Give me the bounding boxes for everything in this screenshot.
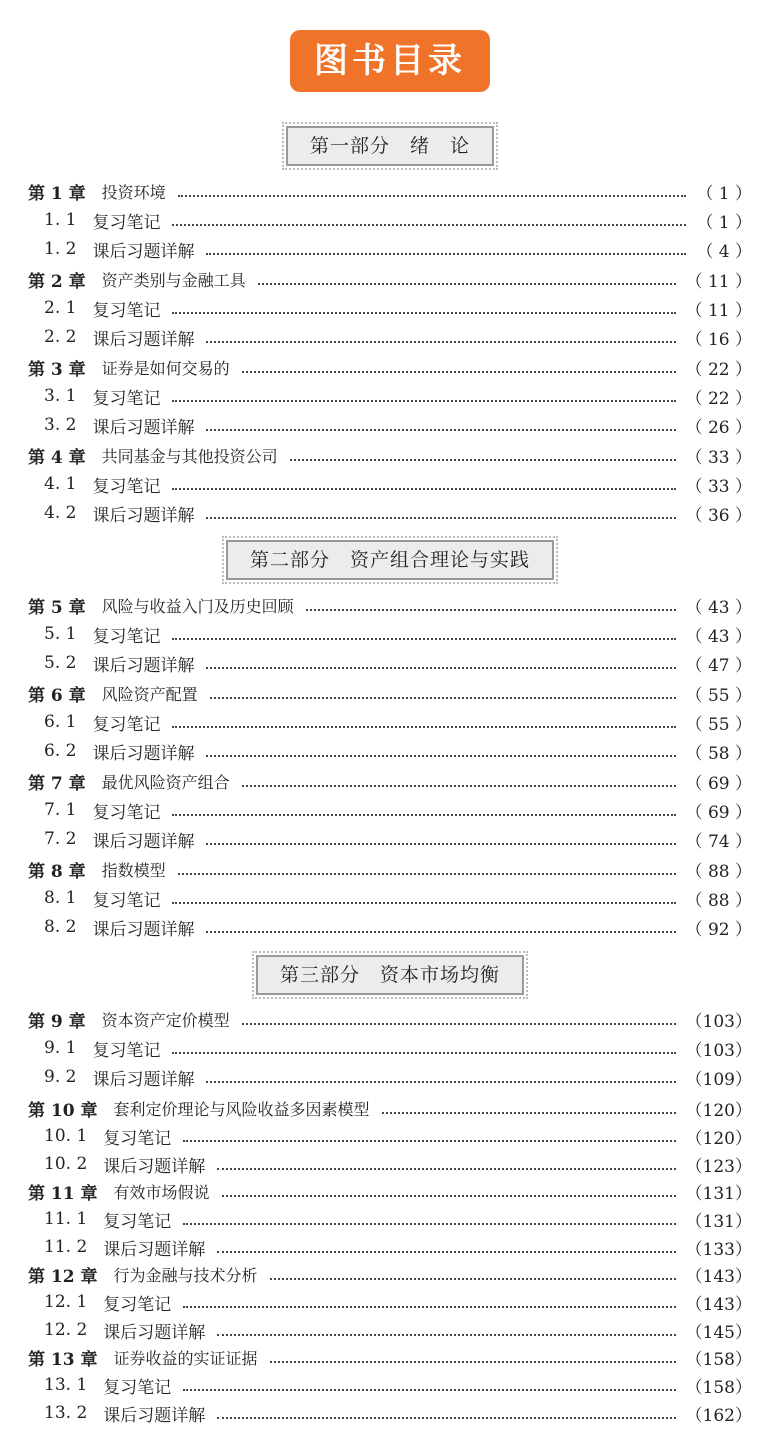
toc-chapter-row[interactable] xyxy=(28,1261,752,1287)
dot-leader xyxy=(206,754,675,757)
toc-section-row[interactable] xyxy=(44,1372,752,1398)
toc-section-row[interactable] xyxy=(44,324,752,350)
dot-leader xyxy=(217,1333,675,1336)
toc-entry-title: 课后习题详解 xyxy=(92,329,195,350)
part-label: 第三部分 资本市场均衡 xyxy=(256,955,524,995)
toc-entry-number: 第 11 章 xyxy=(28,1183,98,1204)
toc-section-row[interactable] xyxy=(44,826,752,852)
toc-entry-title: 有效市场假说 xyxy=(113,1182,210,1202)
toc-page-number: （103） xyxy=(685,1011,752,1032)
toc-section-row[interactable] xyxy=(44,914,752,940)
toc-entry-title: 课后习题详解 xyxy=(92,743,195,764)
toc-entry-title: 复习笔记 xyxy=(92,714,161,735)
toc-section-row[interactable] xyxy=(44,709,752,735)
dot-leader xyxy=(178,194,687,197)
toc-entry-number: 8. 2 xyxy=(44,917,77,937)
toc-section-row[interactable] xyxy=(44,236,752,262)
toc-entry-title: 复习笔记 xyxy=(92,212,161,233)
dot-leader xyxy=(178,872,676,875)
toc-chapter-row[interactable] xyxy=(28,354,752,380)
dot-leader xyxy=(206,1080,675,1083)
toc-section-row[interactable] xyxy=(44,1064,752,1090)
toc-entry-number: 4. 1 xyxy=(44,474,77,494)
toc-page-number: （131） xyxy=(685,1211,752,1232)
toc-chapter-row[interactable] xyxy=(28,266,752,292)
toc-entry-title: 复习笔记 xyxy=(92,802,161,823)
toc-chapter-row[interactable] xyxy=(28,592,752,618)
toc-entry-title: 风险与收益入门及历史回顾 xyxy=(101,596,294,616)
toc-section-row[interactable] xyxy=(44,412,752,438)
toc-page-number: （ 43 ） xyxy=(685,597,752,618)
dot-leader xyxy=(206,252,686,255)
toc-entry-number: 13. 2 xyxy=(44,1403,88,1423)
dot-leader xyxy=(206,516,675,519)
dot-leader xyxy=(206,666,675,669)
toc-page-number: （ 47 ） xyxy=(685,655,752,676)
dot-leader xyxy=(206,340,675,343)
toc-entry-title: 课后习题详解 xyxy=(92,1069,195,1090)
toc-entry-number: 2. 1 xyxy=(44,298,77,318)
dot-leader xyxy=(242,370,676,373)
toc-entry-number: 4. 2 xyxy=(44,503,77,523)
toc-entry-title: 复习笔记 xyxy=(92,300,161,321)
toc-entry-number: 第 3 章 xyxy=(28,359,86,380)
toc-entry-number: 2. 2 xyxy=(44,327,77,347)
toc-entry-title: 共同基金与其他投资公司 xyxy=(101,446,278,466)
toc-page-number: （123） xyxy=(685,1156,752,1177)
toc-entry-title: 最优风险资产组合 xyxy=(101,772,230,792)
toc-entry-number: 第 6 章 xyxy=(28,685,86,706)
toc-entry-title: 复习笔记 xyxy=(92,388,161,409)
dot-leader xyxy=(172,1051,675,1054)
toc-entry-title: 复习笔记 xyxy=(103,1294,172,1315)
toc-entry-title: 指数模型 xyxy=(101,860,166,880)
toc-entry-number: 11. 2 xyxy=(44,1237,88,1257)
dot-leader xyxy=(222,1194,676,1197)
toc-section-row[interactable] xyxy=(44,1206,752,1232)
toc-entry-title: 复习笔记 xyxy=(103,1377,172,1398)
toc-page-number: （ 1 ） xyxy=(696,183,752,204)
toc-page-number: （ 16 ） xyxy=(685,329,752,350)
toc-entry-number: 第 8 章 xyxy=(28,861,86,882)
toc-page-number: （ 22 ） xyxy=(685,388,752,409)
toc-page-number: （ 58 ） xyxy=(685,743,752,764)
toc-page-number: （ 88 ） xyxy=(685,890,752,911)
toc-section-row[interactable] xyxy=(44,1317,752,1343)
toc-page-number: （ 92 ） xyxy=(685,919,752,940)
toc-section-row[interactable] xyxy=(44,1289,752,1315)
toc-page-number: （ 43 ） xyxy=(685,626,752,647)
dot-leader xyxy=(217,1250,675,1253)
toc-page-number: （143） xyxy=(685,1266,752,1287)
toc-entry-title: 课后习题详解 xyxy=(103,1405,206,1426)
toc-section-row[interactable] xyxy=(44,1234,752,1260)
toc-entry-number: 5. 2 xyxy=(44,653,77,673)
dot-leader xyxy=(172,311,675,314)
toc-chapter-row[interactable] xyxy=(28,856,752,882)
toc-entry-title: 复习笔记 xyxy=(92,476,161,497)
toc-page-number: （109） xyxy=(685,1069,752,1090)
toc-page-number: （ 11 ） xyxy=(685,300,752,321)
toc-entry-number: 第 2 章 xyxy=(28,271,86,292)
toc-page-number: （ 36 ） xyxy=(685,505,752,526)
dot-leader xyxy=(172,487,675,490)
dot-leader xyxy=(217,1167,675,1170)
toc-entry-number: 第 13 章 xyxy=(28,1349,98,1370)
dot-leader xyxy=(206,842,675,845)
toc-section-row[interactable] xyxy=(44,471,752,497)
toc-entry-title: 课后习题详解 xyxy=(92,831,195,852)
toc-entry-title: 课后习题详解 xyxy=(103,1322,206,1343)
toc-chapter-row[interactable] xyxy=(28,1095,752,1121)
toc-page-number: （ 69 ） xyxy=(685,802,752,823)
toc-entry-number: 6. 2 xyxy=(44,741,77,761)
part-label: 第二部分 资产组合理论与实践 xyxy=(226,540,554,580)
toc-entry-title: 套利定价理论与风险收益多因素模型 xyxy=(113,1099,370,1119)
dot-leader xyxy=(172,637,675,640)
toc-entry-number: 3. 1 xyxy=(44,386,77,406)
part-label: 第一部分 绪 论 xyxy=(286,126,494,166)
toc-entry-title: 行为金融与技术分析 xyxy=(113,1265,258,1285)
toc-entry-title: 课后习题详解 xyxy=(92,417,195,438)
dot-leader xyxy=(210,696,676,699)
toc-page-number: （ 55 ） xyxy=(685,714,752,735)
toc-page-number: （ 11 ） xyxy=(685,271,752,292)
toc-entry-number: 12. 1 xyxy=(44,1292,88,1312)
toc-entry-title: 复习笔记 xyxy=(92,1040,161,1061)
toc-section-row[interactable] xyxy=(44,738,752,764)
toc-page-number: （ 4 ） xyxy=(696,241,752,262)
toc-page-number: （ 88 ） xyxy=(685,861,752,882)
toc-page-number: （ 26 ） xyxy=(685,417,752,438)
toc-section-row[interactable] xyxy=(44,1123,752,1149)
toc-section-row[interactable] xyxy=(44,500,752,526)
dot-leader xyxy=(270,1277,676,1280)
toc-entry-number: 第 1 章 xyxy=(28,183,86,204)
toc-page-number: （162） xyxy=(685,1405,752,1426)
toc-entry-number: 13. 1 xyxy=(44,1375,88,1395)
toc-entry-title: 课后习题详解 xyxy=(92,919,195,940)
toc-entry-number: 12. 2 xyxy=(44,1320,88,1340)
toc-entry-number: 9. 2 xyxy=(44,1067,77,1087)
toc-entry-number: 1. 1 xyxy=(44,210,77,230)
dot-leader xyxy=(172,725,675,728)
toc-page-number: （ 22 ） xyxy=(685,359,752,380)
toc-section-row[interactable] xyxy=(44,885,752,911)
dot-leader xyxy=(172,223,686,226)
toc-entry-title: 风险资产配置 xyxy=(101,684,198,704)
toc-page-number: （120） xyxy=(685,1128,752,1149)
toc-chapter-row[interactable] xyxy=(28,1178,752,1204)
dot-leader xyxy=(306,608,676,611)
toc-section-row[interactable] xyxy=(44,1151,752,1177)
toc-entry-number: 9. 1 xyxy=(44,1038,77,1058)
toc-page-number: （ 55 ） xyxy=(685,685,752,706)
toc-entry-title: 资本资产定价模型 xyxy=(101,1010,230,1030)
dot-leader xyxy=(242,1022,676,1025)
dot-leader xyxy=(206,428,675,431)
toc-entry-title: 复习笔记 xyxy=(92,890,161,911)
toc-section-row[interactable] xyxy=(44,1035,752,1061)
toc-entry-title: 复习笔记 xyxy=(103,1128,172,1149)
dot-leader xyxy=(183,1139,675,1142)
toc-entry-number: 1. 2 xyxy=(44,239,77,259)
toc-entry-number: 第 7 章 xyxy=(28,773,86,794)
dot-leader xyxy=(382,1111,676,1114)
toc-entry-title: 课后习题详解 xyxy=(103,1239,206,1260)
page-title: 图书目录 xyxy=(290,30,490,92)
toc-chapter-row[interactable] xyxy=(28,680,752,706)
toc-section-row[interactable] xyxy=(44,207,752,233)
toc-entry-title: 投资环境 xyxy=(101,182,166,202)
dot-leader xyxy=(270,1360,676,1363)
toc-entry-title: 复习笔记 xyxy=(92,626,161,647)
toc-entry-title: 证券是如何交易的 xyxy=(101,358,230,378)
dot-leader xyxy=(183,1388,675,1391)
dot-leader xyxy=(172,901,675,904)
toc-entry-number: 第 9 章 xyxy=(28,1011,86,1032)
toc-page-number: （ 33 ） xyxy=(685,476,752,497)
dot-leader xyxy=(206,930,675,933)
toc-page-number: （158） xyxy=(685,1349,752,1370)
toc-section-row[interactable] xyxy=(44,797,752,823)
dot-leader xyxy=(172,399,675,402)
toc-entry-number: 第 4 章 xyxy=(28,447,86,468)
toc-chapter-row[interactable] xyxy=(28,768,752,794)
dot-leader xyxy=(217,1416,675,1419)
toc-page-number: （ 33 ） xyxy=(685,447,752,468)
dot-leader xyxy=(242,784,676,787)
toc-section-row[interactable] xyxy=(44,295,752,321)
toc-entry-title: 资产类别与金融工具 xyxy=(101,270,246,290)
toc-entry-number: 7. 1 xyxy=(44,800,77,820)
toc-entry-number: 11. 1 xyxy=(44,1209,88,1229)
toc-section-row[interactable] xyxy=(44,1400,752,1426)
toc-entry-number: 6. 1 xyxy=(44,712,77,732)
toc-page-number: （ 69 ） xyxy=(685,773,752,794)
toc-entry-title: 复习笔记 xyxy=(103,1211,172,1232)
toc-section-row[interactable] xyxy=(44,621,752,647)
dot-leader xyxy=(183,1222,675,1225)
toc-entry-title: 课后习题详解 xyxy=(92,241,195,262)
toc-page-number: （120） xyxy=(685,1100,752,1121)
toc-entry-number: 10. 1 xyxy=(44,1126,88,1146)
toc-entry-number: 7. 2 xyxy=(44,829,77,849)
toc-entry-number: 第 5 章 xyxy=(28,597,86,618)
toc-page-number: （ 1 ） xyxy=(696,212,752,233)
toc-entry-title: 课后习题详解 xyxy=(92,655,195,676)
toc-entry-title: 课后习题详解 xyxy=(92,505,195,526)
toc-chapter-row[interactable] xyxy=(28,442,752,468)
toc-section-row[interactable] xyxy=(44,650,752,676)
toc-section-row[interactable] xyxy=(44,383,752,409)
toc-chapter-row[interactable] xyxy=(28,1344,752,1370)
toc-entry-number: 8. 1 xyxy=(44,888,77,908)
toc-entry-title: 证券收益的实证证据 xyxy=(113,1348,258,1368)
toc-entry-number: 第 12 章 xyxy=(28,1266,98,1287)
dot-leader xyxy=(183,1305,675,1308)
toc-page-number: （131） xyxy=(685,1183,752,1204)
toc-chapter-row[interactable] xyxy=(28,178,752,204)
toc-entry-number: 10. 2 xyxy=(44,1154,88,1174)
toc-entry-title: 课后习题详解 xyxy=(103,1156,206,1177)
toc-page-number: （133） xyxy=(685,1239,752,1260)
toc-page-number: （ 74 ） xyxy=(685,831,752,852)
dot-leader xyxy=(258,282,676,285)
dot-leader xyxy=(172,813,675,816)
toc-page-number: （103） xyxy=(685,1040,752,1061)
toc-page-number: （143） xyxy=(685,1294,752,1315)
toc-chapter-row[interactable] xyxy=(28,1006,752,1032)
toc-entry-number: 第 10 章 xyxy=(28,1100,98,1121)
toc-entry-number: 5. 1 xyxy=(44,624,77,644)
toc-page-number: （158） xyxy=(685,1377,752,1398)
toc-page-number: （145） xyxy=(685,1322,752,1343)
dot-leader xyxy=(290,458,676,461)
toc-entry-number: 3. 2 xyxy=(44,415,77,435)
